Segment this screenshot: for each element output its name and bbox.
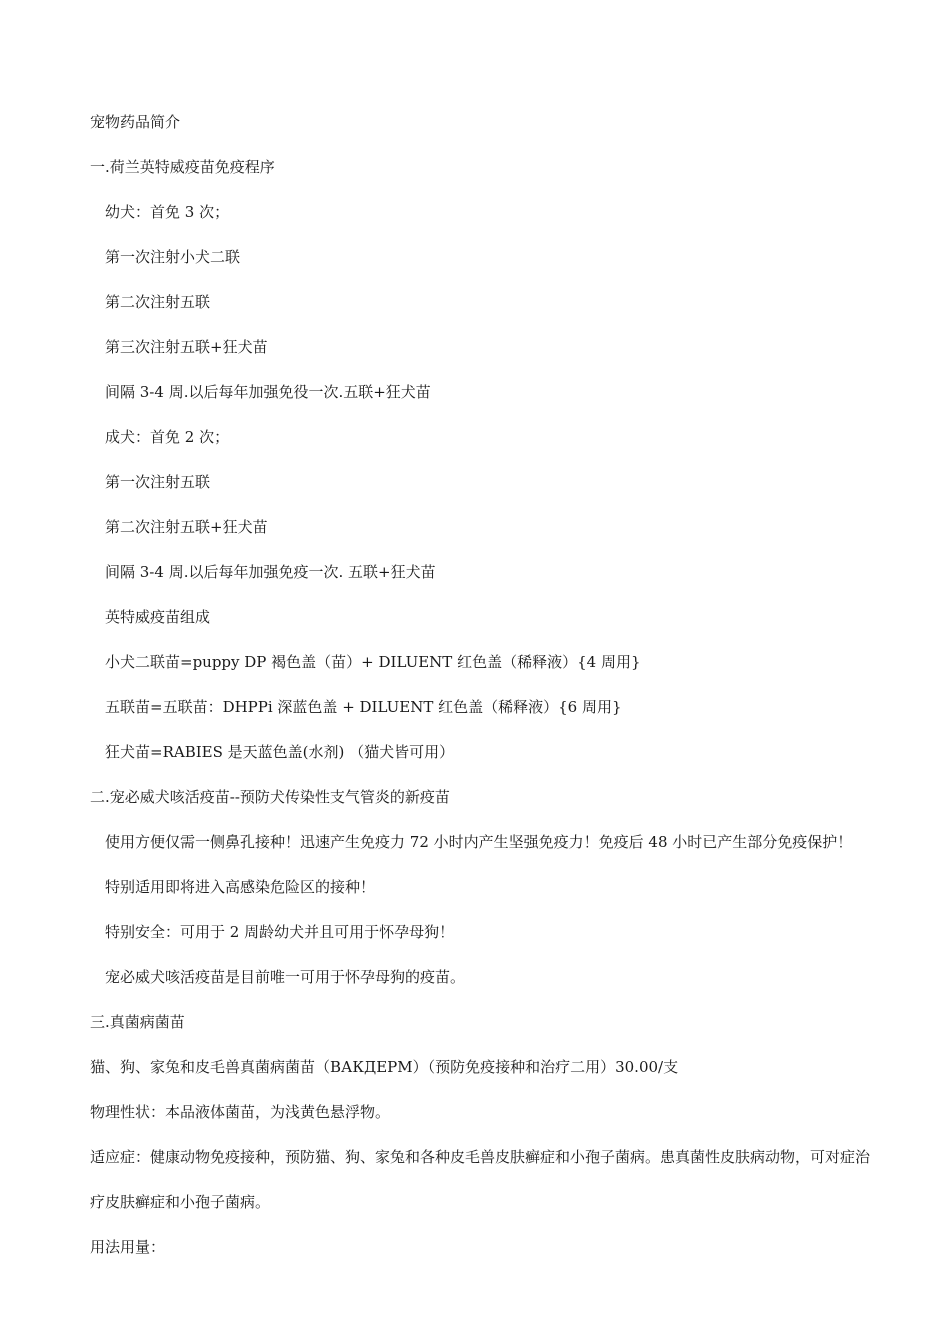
text-line: 第一次注射小犬二联 bbox=[105, 248, 241, 266]
text-line: 成犬：首免 2 次； bbox=[105, 428, 230, 446]
text-line: 英特威疫苗组成 bbox=[105, 608, 211, 626]
document-title: 宠物药品简介 bbox=[90, 113, 181, 131]
section-heading-1: 一.荷兰英特威疫苗免疫程序 bbox=[90, 158, 275, 176]
section-heading-2: 二.宠必威犬咳活疫苗--预防犬传染性支气管炎的新疫苗 bbox=[90, 788, 450, 806]
text-line: 特别适用即将进入高感染危险区的接种！ bbox=[105, 878, 376, 896]
text-line: 幼犬：首免 3 次； bbox=[105, 203, 230, 221]
text-line: 五联苗=五联苗：DHPPi 深蓝色盖 + DILUENT 红色盖（稀释液）{6 周用} bbox=[105, 698, 622, 716]
text-line: 小犬二联苗=puppy DP 褐色盖（苗）+ DILUENT 红色盖（稀释液）{4 周用} bbox=[105, 653, 641, 671]
text-line: 宠必威犬咳活疫苗是目前唯一可用于怀孕母狗的疫苗。 bbox=[105, 968, 466, 986]
usage-line: 用法用量： bbox=[90, 1238, 166, 1256]
text-line: 狂犬苗=RABIES 是天蓝色盖(水剂) （猫犬皆可用） bbox=[105, 743, 455, 761]
indication-paragraph: 适应症：健康动物免疫接种，预防猫、狗、家兔和各种皮毛兽皮肤癣症和小孢子菌病。患真菌性皮肤病动物，可对症治疗皮肤癣症和小孢子菌病。 bbox=[90, 1148, 871, 1211]
text-paragraph: 使用方便仅需一侧鼻孔接种！迅速产生免疫力 72 小时内产生坚强免疫力！免疫后 48 小时已产生部分免疫保护！ bbox=[105, 833, 853, 851]
text-line: 第一次注射五联 bbox=[105, 473, 211, 491]
product-line: 猫、狗、家兔和皮毛兽真菌病菌苗（ВАКДЕРМ）（预防免疫接种和治疗二用）30.00/支 bbox=[90, 1058, 679, 1076]
text-line: 第三次注射五联+狂犬苗 bbox=[105, 338, 268, 356]
text-line: 第二次注射五联 bbox=[105, 293, 211, 311]
text-line: 特别安全：可用于 2 周龄幼犬并且可用于怀孕母狗！ bbox=[105, 923, 455, 941]
text-line: 间隔 3-4 周.以后每年加强免役一次.五联+狂犬苗 bbox=[105, 383, 431, 401]
text-line: 第二次注射五联+狂犬苗 bbox=[105, 518, 268, 536]
section-heading-3: 三.真菌病菌苗 bbox=[90, 1013, 185, 1031]
text-line: 间隔 3-4 周.以后每年加强免疫一次. 五联+狂犬苗 bbox=[105, 563, 436, 581]
property-line: 物理性状：本品液体菌苗，为浅黄色悬浮物。 bbox=[90, 1103, 391, 1121]
document-page bbox=[90, 100, 870, 1270]
